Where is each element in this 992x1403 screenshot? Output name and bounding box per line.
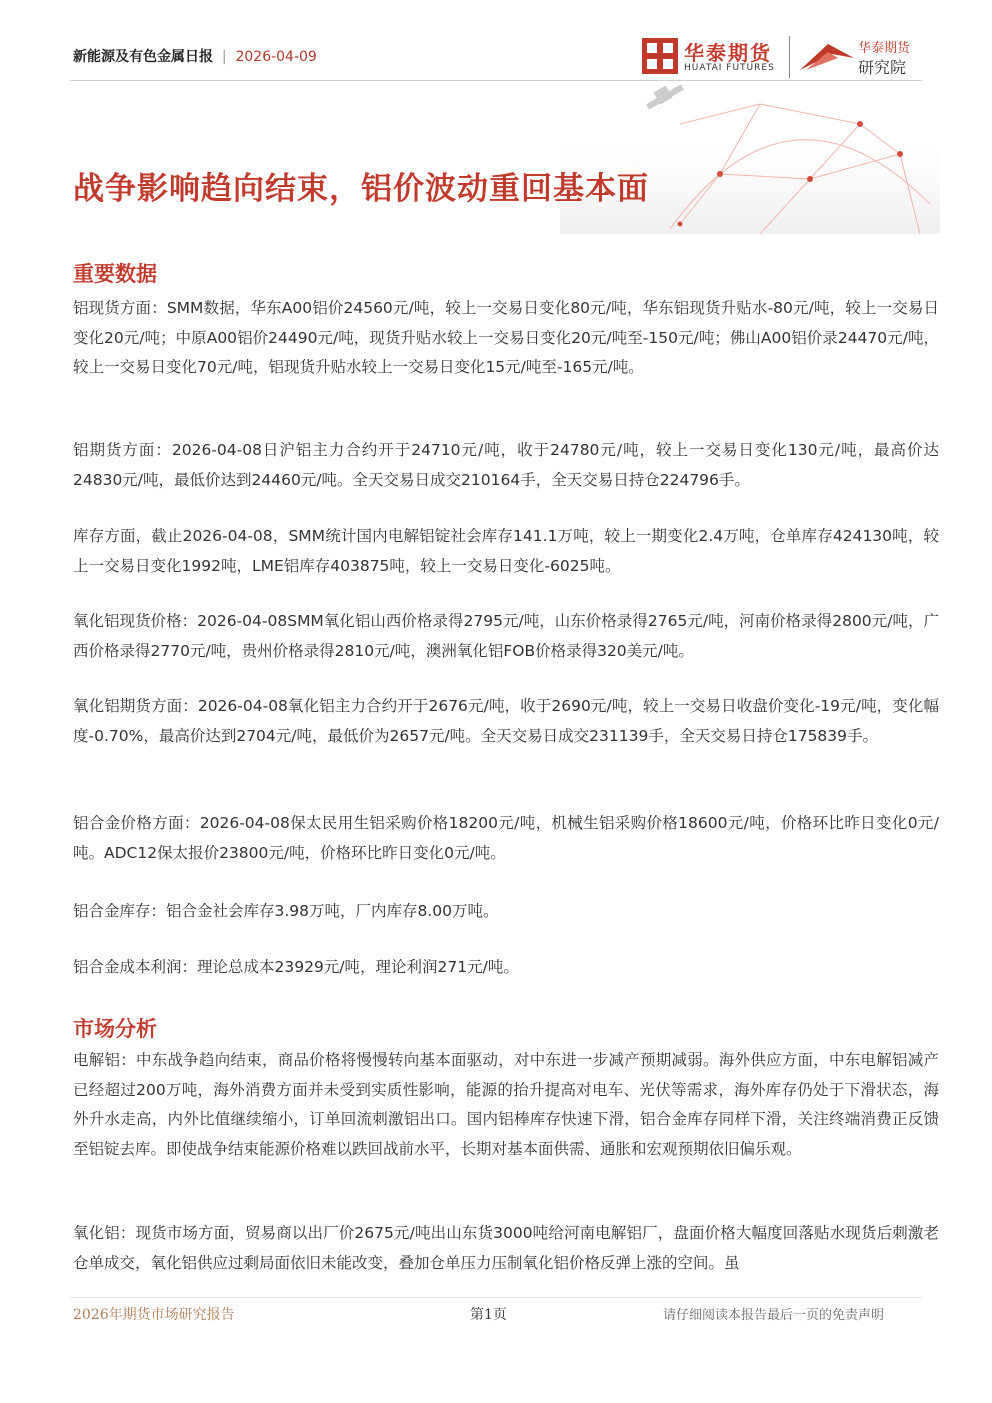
company-name-cn: 华泰期货 xyxy=(684,41,772,65)
paragraph-alloy-price: 铝合金价格方面：2026-04-08保太民用生铝采购价格18200元/吨，机械生铝采购价格18600元/吨，价格环比昨日变化0元/吨。ADC12保太报价23800元/吨，价格环比昨日变化0元/吨。 xyxy=(73,814,939,862)
paragraph-alumina-spot: 氧化铝现货价格：2026-04-08SMM氧化铝山西价格录得2795元/吨，山东价格录得2765元/吨，河南价格录得2800元/吨，广西价格录得2770元/吨，贵州价格录得2810元/吨，澳洲氧化铝FOB价格录得320美元/吨。 xyxy=(73,612,939,660)
paragraph-alloy-cost-profit: 铝合金成本利润：理论总成本23929元/吨，理论利润271元/吨。 xyxy=(73,958,519,976)
paragraph-alloy-inventory: 铝合金库存：铝合金社会库存3.98万吨，厂内库存8.00万吨。 xyxy=(73,902,499,920)
institute-name-line1: 华泰期货 xyxy=(858,41,911,56)
section-heading-market-analysis: 市场分析 xyxy=(73,1017,157,1041)
header-separator: | xyxy=(221,49,227,65)
paragraph-electrolytic-aluminum: 电解铝：中东战争趋向结束，商品价格将慢慢转向基本面驱动，对中东进一步减产预期减弱。海外供应方面，中东电解铝减产已经超过200万吨，海外消费方面并未受到实质性影响，能源的抬升提高对电车、光伏等需求，海外库存仍处于下滑状态，海外升水走高，内外比值继续缩小，订单回流刺激铝出口。国内铝棒库存快速下滑，铝合金库存同样下滑，关注终端消费正反馈至铝锭去库。即使战争结束能源价格难以跌回战前水平，长期对基本面供需、通胀和宏观预期依旧偏乐观。 xyxy=(73,1051,939,1158)
decorative-network-graphic xyxy=(560,84,940,234)
huatai-logo-icon xyxy=(642,38,678,74)
institute-name-line2: 研究院 xyxy=(858,58,907,77)
section-heading-key-data: 重要数据 xyxy=(73,262,157,286)
report-date: 2026-04-09 xyxy=(235,49,317,65)
footer-report-label: 2026年期货市场研究报告 xyxy=(73,1307,235,1323)
page-title: 战争影响趋向结束，铝价波动重回基本面 xyxy=(73,171,649,207)
institute-logo-icon xyxy=(798,38,856,74)
paragraph-aluminum-futures: 铝期货方面：2026-04-08日沪铝主力合约开于24710元/吨，收于24780元/吨，较上一交易日变化130元/吨，最高价达24830元/吨，最低价达到24460元/吨。全天交易日成交210164手，全天交易日持仓224796手。 xyxy=(73,441,939,489)
footer-divider xyxy=(70,1297,922,1298)
report-header xyxy=(73,46,317,66)
paragraph-alumina-futures: 氧化铝期货方面：2026-04-08氧化铝主力合约开于2676元/吨，收于2690元/吨，较上一交易日收盘价变化-19元/吨，变化幅度-0.70%，最高价达到2704元/吨，最低价为2657元/吨。全天交易日成交231139手，全天交易日持仓175839手。 xyxy=(73,697,939,745)
footer-disclaimer: 请仔细阅读本报告最后一页的免责声明 xyxy=(663,1308,885,1323)
paragraph-alumina-analysis: 氧化铝：现货市场方面，贸易商以出厂价2675元/吨出山东货3000吨给河南电解铝厂，盘面价格大幅度回落贴水现货后刺激老仓单成交，氧化铝供应过剩局面依旧未能改变，叠加仓单压力压制氧化铝价格反弹上涨的空间。虽 xyxy=(73,1224,939,1272)
logo-divider xyxy=(789,36,790,78)
report-name: 新能源及有色金属日报 xyxy=(73,49,213,65)
page-number: 第1页 xyxy=(470,1307,507,1323)
company-name-en: HUATAI FUTURES xyxy=(684,63,775,73)
paragraph-aluminum-spot: 铝现货方面：SMM数据，华东A00铝价24560元/吨，较上一交易日变化80元/吨，华东铝现货升贴水-80元/吨，较上一交易日变化20元/吨；中原A00铝价24490元/吨，现货升贴水较上一交易日变化20元/吨至-150元/吨；佛山A00铝价录24470元/吨，较上一交易日变化70元/吨，铝现货升贴水较上一交易日变化15元/吨至-165元/吨。 xyxy=(73,299,939,376)
header-divider xyxy=(70,80,922,81)
paragraph-inventory: 库存方面，截止2026-04-08，SMM统计国内电解铝锭社会库存141.1万吨，较上一期变化2.4万吨，仓单库存424130吨，较上一交易日变化1992吨，LME铝库存403875吨，较上一交易日变化-6025吨。 xyxy=(73,527,939,575)
